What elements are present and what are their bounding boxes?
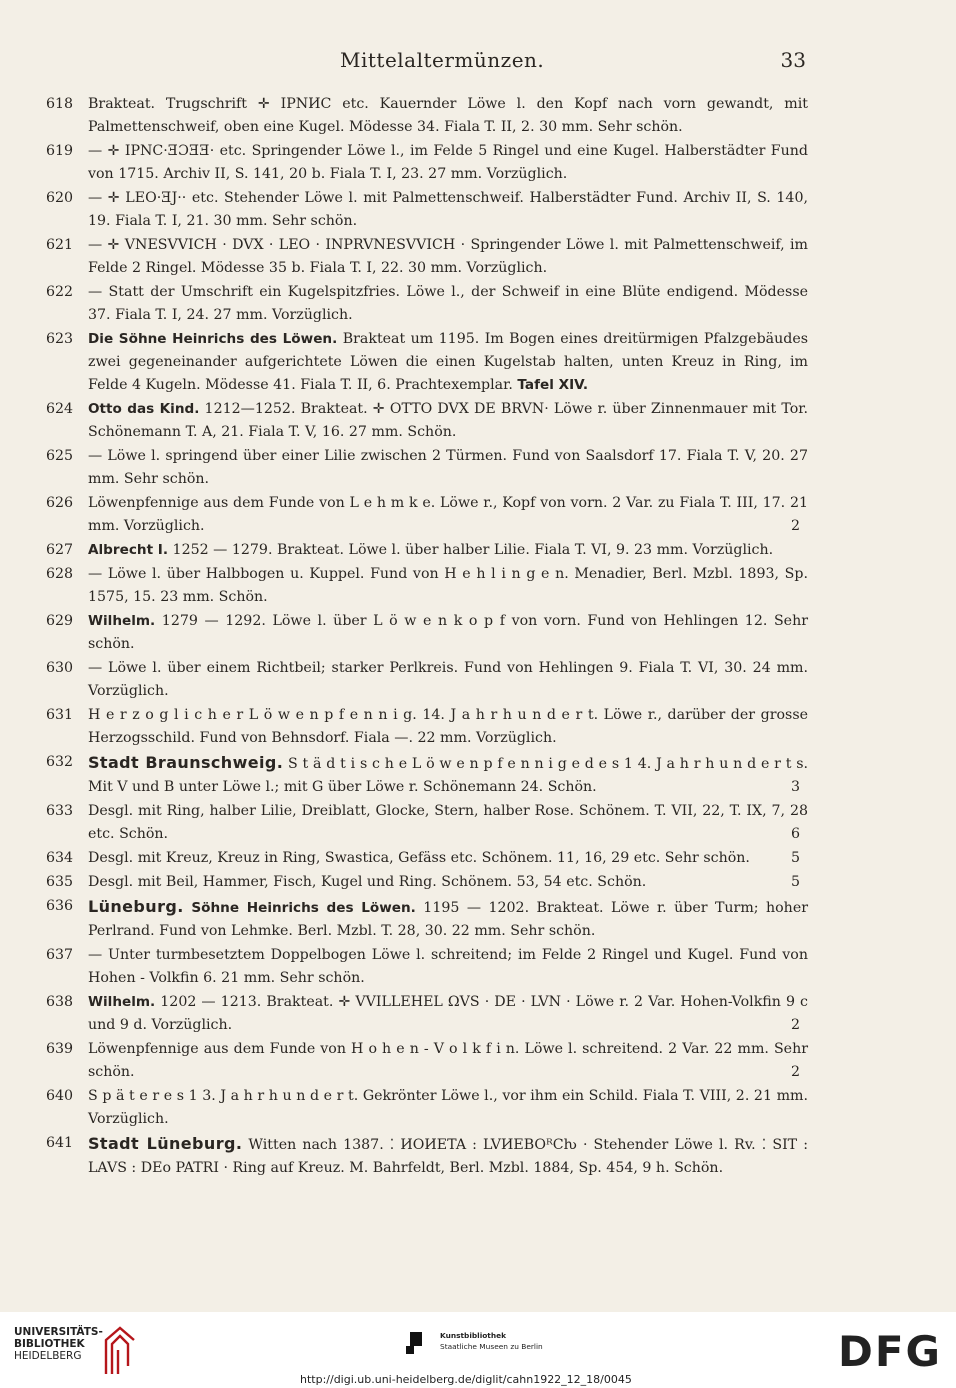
entry-quantity: 5 [790, 873, 800, 890]
entry-number: 626 [46, 495, 74, 512]
entry-text [88, 328, 810, 398]
entry-description: 1212—1252. Brakteat. ✛ OTTO DVX DE BRVN· Löwe r. über Zinnenmauer mit Tor. Schönemann T. A, 21. Fiala T. V, 16. 27 mm. Schön. [88, 401, 808, 441]
entry-text [88, 657, 810, 703]
entry-text [88, 563, 810, 609]
entry-number: 631 [46, 707, 74, 723]
catalogue-entry [46, 751, 810, 799]
entry-text [88, 140, 810, 186]
catalogue-entry [46, 847, 810, 870]
entry-text [88, 398, 810, 444]
running-head [0, 48, 956, 74]
entry-ruler: Wilhelm. [88, 613, 156, 629]
kunstbibliothek-logo[interactable] [406, 1328, 576, 1358]
library-emblem-icon [100, 1326, 140, 1376]
entry-number: 623 [46, 331, 74, 347]
entry-description: — Unter turmbesetztem Doppelbogen Löwe l. schreitend; im Felde 2 Ringel und Kugel. Fund von Hohen - Volkfin 6. 21 mm. Sehr schön. [88, 946, 808, 986]
entry-text [88, 234, 810, 280]
entry-description: 1202 — 1213. Brakteat. ✛ VVILLEHEL ΩVS · DE · LVN · Löwe r. 2 Var. Hohen-Volkfin 9 c und 9 d. Vorzüglich. [88, 993, 808, 1033]
entry-text [88, 944, 810, 990]
entry-description: — ✛ VNESVVICH · DVX · LEO · INPRVNESVVICH · Springender Löwe l. mit Palmettenschweif, im Felde 2 Ringel. Mödesse 35 b. Fiala T. I, 22. 30 mm. Vorzüglich. [88, 237, 808, 277]
entry-text [88, 704, 810, 750]
entry-number: 620 [46, 190, 74, 206]
dfg-logo[interactable]: DFG [837, 1327, 942, 1376]
entry-text [88, 800, 810, 846]
catalogue-entry [46, 704, 810, 750]
entry-text [88, 751, 810, 799]
catalogue-entry [46, 944, 810, 990]
entry-number: 622 [46, 284, 74, 300]
entry-number: 640 [46, 1087, 74, 1104]
entry-description: 1279 — 1292. Löwe l. über L ö w e n k o p f von vorn. Fund von Hehlingen 12. Sehr schön. [88, 613, 808, 653]
catalogue-entry [46, 492, 810, 538]
entry-text [88, 1132, 810, 1180]
catalogue-entry [46, 1038, 810, 1084]
entry-quantity: 2 [790, 1063, 800, 1080]
entry-text [88, 610, 810, 656]
entry-number: 638 [46, 993, 74, 1010]
entry-description: — Statt der Umschrift ein Kugelspitzfries. Löwe l., der Schweif in eine Blüte endigend. Mödesse 37. Fiala T. I, 24. 27 mm. Vorzüglich. [88, 284, 808, 324]
entry-text [88, 93, 810, 139]
entry-text [88, 991, 810, 1037]
catalogue-entry [46, 140, 810, 186]
entry-description: Witten nach 1387. ⁚ ИOИETA : LVИEBOᴿCƕ · Stehender Löwe l. Rv. ⁚ SIT : LAVS : DEo PATRI · Ring auf Kreuz. M. Bahrfeldt, Berl. Mzbl. 1884, Sp. 454, 9 h. Schön. [88, 1136, 809, 1176]
catalogue-entry [46, 991, 810, 1037]
entry-description: S p ä t e r e s 1 3. J a h r h u n d e r t. Gekrönter Löwe l., vor ihm ein Schild. Fiala T. VIII, 2. 21 mm. Vorzüglich. [88, 1087, 808, 1127]
catalogue-entry [46, 328, 810, 398]
library-line-3: HEIDELBERG [14, 1350, 82, 1362]
entry-number: 624 [46, 401, 74, 418]
entry-number: 635 [46, 873, 74, 890]
entry-heading: Stadt Braunschweig. [88, 753, 284, 772]
entry-quantity: 5 [790, 850, 800, 866]
entry-text [88, 492, 810, 538]
entry-description: Desgl. mit Kreuz, Kreuz in Ring, Swastica, Gefäss etc. Schönem. 11, 16, 29 etc. Sehr schön. [88, 850, 750, 866]
entry-text [88, 895, 810, 943]
entry-heading: Lüneburg. [88, 896, 184, 916]
kunstbibliothek-name: Kunstbibliothek [440, 1331, 507, 1340]
catalogue-entry [46, 871, 810, 894]
entry-number: 619 [46, 143, 74, 159]
catalogue-entry [46, 1085, 810, 1131]
entry-description: Desgl. mit Beil, Hammer, Fisch, Kugel und Ring. Schönem. 53, 54 etc. Schön. [88, 873, 647, 890]
entry-text [88, 1038, 810, 1084]
entry-text [88, 445, 810, 491]
entry-number: 625 [46, 448, 74, 465]
entry-ruler: Wilhelm. [88, 993, 156, 1010]
entry-text [88, 539, 810, 562]
university-library-logo[interactable] [14, 1326, 144, 1376]
catalogue-entry [46, 281, 810, 327]
entry-heading: Stadt Lüneburg. [88, 1133, 243, 1153]
catalogue-entry [46, 657, 810, 703]
page-title: Mittelaltermünzen. [340, 48, 545, 72]
entry-description: — Löwe l. über einem Richtbeil; starker Perlkreis. Fund von Hehlingen 9. Fiala T. VI, 30. 24 mm. Vorzüglich. [88, 660, 808, 700]
entry-description: — ✛ LEO·ƎJ·· etc. Stehender Löwe l. mit Palmettenschweif. Halberstädter Fund. Archiv II, S. 140, 19. Fiala T. I, 21. 30 mm. Sehr schön. [88, 190, 808, 230]
entry-description: Löwenpfennige aus dem Funde von L e h m k e. Löwe r., Kopf von vorn. 2 Var. zu Fiala T. III, 17. 21 mm. Vorzüglich. [88, 495, 808, 535]
page-number: 33 [780, 48, 806, 72]
kunstbibliothek-mark-icon [406, 1332, 426, 1354]
entry-text [88, 1085, 810, 1131]
catalogue-entry [46, 610, 810, 656]
entry-ruler: Albrecht I. [88, 542, 169, 559]
entry-number: 639 [46, 1040, 74, 1057]
source-url-link[interactable]: http://digi.ub.uni-heidelberg.de/diglit/cahn1922_12_18/0045 [300, 1373, 632, 1386]
entry-description: Brakteat um 1195. Im Bogen eines dreitürmigen Pfalzgebäudes zwei gegeneinander aufgerichtete Löwen die einen Kugelstab halten, unten Kreuz in Ring, im Felde 4 Kugeln. Mödesse 41. Fiala T. II, 6. Prachtexemplar. [88, 331, 808, 394]
entry-quantity: 6 [790, 826, 800, 843]
entry-description: 1252 — 1279. Brakteat. Löwe l. über halber Lilie. Fiala T. VI, 9. 23 mm. Vorzüglich. [168, 542, 774, 559]
entry-description: — ✛ IPNC·ƎƆƎƎ· etc. Springender Löwe l., im Felde 5 Ringel und eine Kugel. Halberstädter Fund von 1715. Archiv II, S. 141, 20 b. Fiala T. I, 23. 27 mm. Vorzüglich. [88, 143, 808, 183]
entry-quantity: 3 [790, 779, 800, 796]
entry-description: Löwenpfennige aus dem Funde von H o h e n - V o l k f i n. Löwe l. schreitend. 2 Var. 22 mm. Sehr schön. [88, 1040, 808, 1080]
footer-bar [0, 1312, 956, 1388]
entry-text [88, 187, 810, 233]
catalogue-entry [46, 895, 810, 943]
entry-quantity: 2 [790, 1016, 800, 1033]
entry-number: 629 [46, 613, 74, 629]
entry-number: 632 [46, 754, 74, 770]
entry-number: 641 [46, 1134, 74, 1151]
entry-description: Brakteat. Trugschrift ✛ IPNИC etc. Kauernder Löwe l. den Kopf nach vorn gewandt, mit Palmettenschweif, oben eine Kugel. Mödesse 34. Fiala T. II, 2. 30 mm. Sehr schön. [88, 96, 808, 136]
library-name [14, 1326, 103, 1362]
catalogue-entry [46, 234, 810, 280]
entry-number: 618 [46, 96, 74, 112]
catalogue-entry [46, 445, 810, 491]
entry-number: 633 [46, 803, 74, 819]
entry-number: 634 [46, 850, 74, 866]
catalogue-entry [46, 539, 810, 562]
entry-number: 621 [46, 237, 74, 253]
kunstbibliothek-subtitle: Staatliche Museen zu Berlin [440, 1342, 543, 1351]
plate-reference: Tafel XIV. [517, 377, 589, 394]
kunstbibliothek-text [440, 1330, 543, 1352]
entry-ruler: Söhne Heinrichs des Löwen. [183, 899, 416, 916]
catalogue-entry [46, 800, 810, 846]
entry-number: 637 [46, 946, 74, 963]
library-line-2: BIBLIOTHEK [14, 1338, 85, 1350]
catalogue-entries [46, 93, 810, 1181]
entry-ruler: Otto das Kind. [88, 401, 200, 418]
entry-description: — Löwe l. über Halbbogen u. Kuppel. Fund von H e h l i n g e n. Menadier, Berl. Mzbl. 1893, Sp. 1575, 15. 23 mm. Schön. [88, 566, 808, 606]
entry-text [88, 847, 810, 870]
entry-description: — Löwe l. springend über einer Lilie zwischen 2 Türmen. Fund von Saalsdorf 17. Fiala T. V, 20. 27 mm. Sehr schön. [88, 448, 808, 488]
catalogue-entry [46, 93, 810, 139]
catalogue-entry [46, 187, 810, 233]
entry-description: 1195 — 1202. Brakteat. Löwe r. über Turm; hoher Perlrand. Fund von Lehmke. Berl. Mzbl. T. 28, 30. 22 mm. Sehr schön. [88, 899, 809, 939]
entry-description: S t ä d t i s c h e L ö w e n p f e n n i g e d e s 1 4. J a h r h u n d e r t s. Mit V und B unter Löwe l.; mit G über Löwe r. Schönemann 24. Schön. [88, 756, 808, 796]
entry-description: Desgl. mit Ring, halber Lilie, Dreiblatt, Glocke, Stern, halber Rose. Schönem. T. VII, 22, T. IX, 7, 28 etc. Schön. [88, 803, 808, 843]
entry-number: 636 [46, 897, 74, 914]
entry-ruler: Die Söhne Heinrichs des Löwen. [88, 331, 338, 347]
library-line-1: UNIVERSITÄTS- [14, 1326, 103, 1338]
catalogue-entry [46, 1132, 810, 1180]
entry-description: H e r z o g l i c h e r L ö w e n p f e n n i g. 14. J a h r h u n d e r t. Löwe r., darüber der grosse Herzogsschild. Fund von Behnsdorf. Fiala —. 22 mm. Vorzüglich. [88, 707, 808, 747]
entry-quantity: 2 [790, 518, 800, 535]
entry-text [88, 871, 810, 894]
entry-number: 627 [46, 542, 74, 559]
entry-text [88, 281, 810, 327]
catalogue-entry [46, 563, 810, 609]
entry-number: 628 [46, 566, 74, 582]
entry-number: 630 [46, 660, 74, 676]
catalogue-entry [46, 398, 810, 444]
